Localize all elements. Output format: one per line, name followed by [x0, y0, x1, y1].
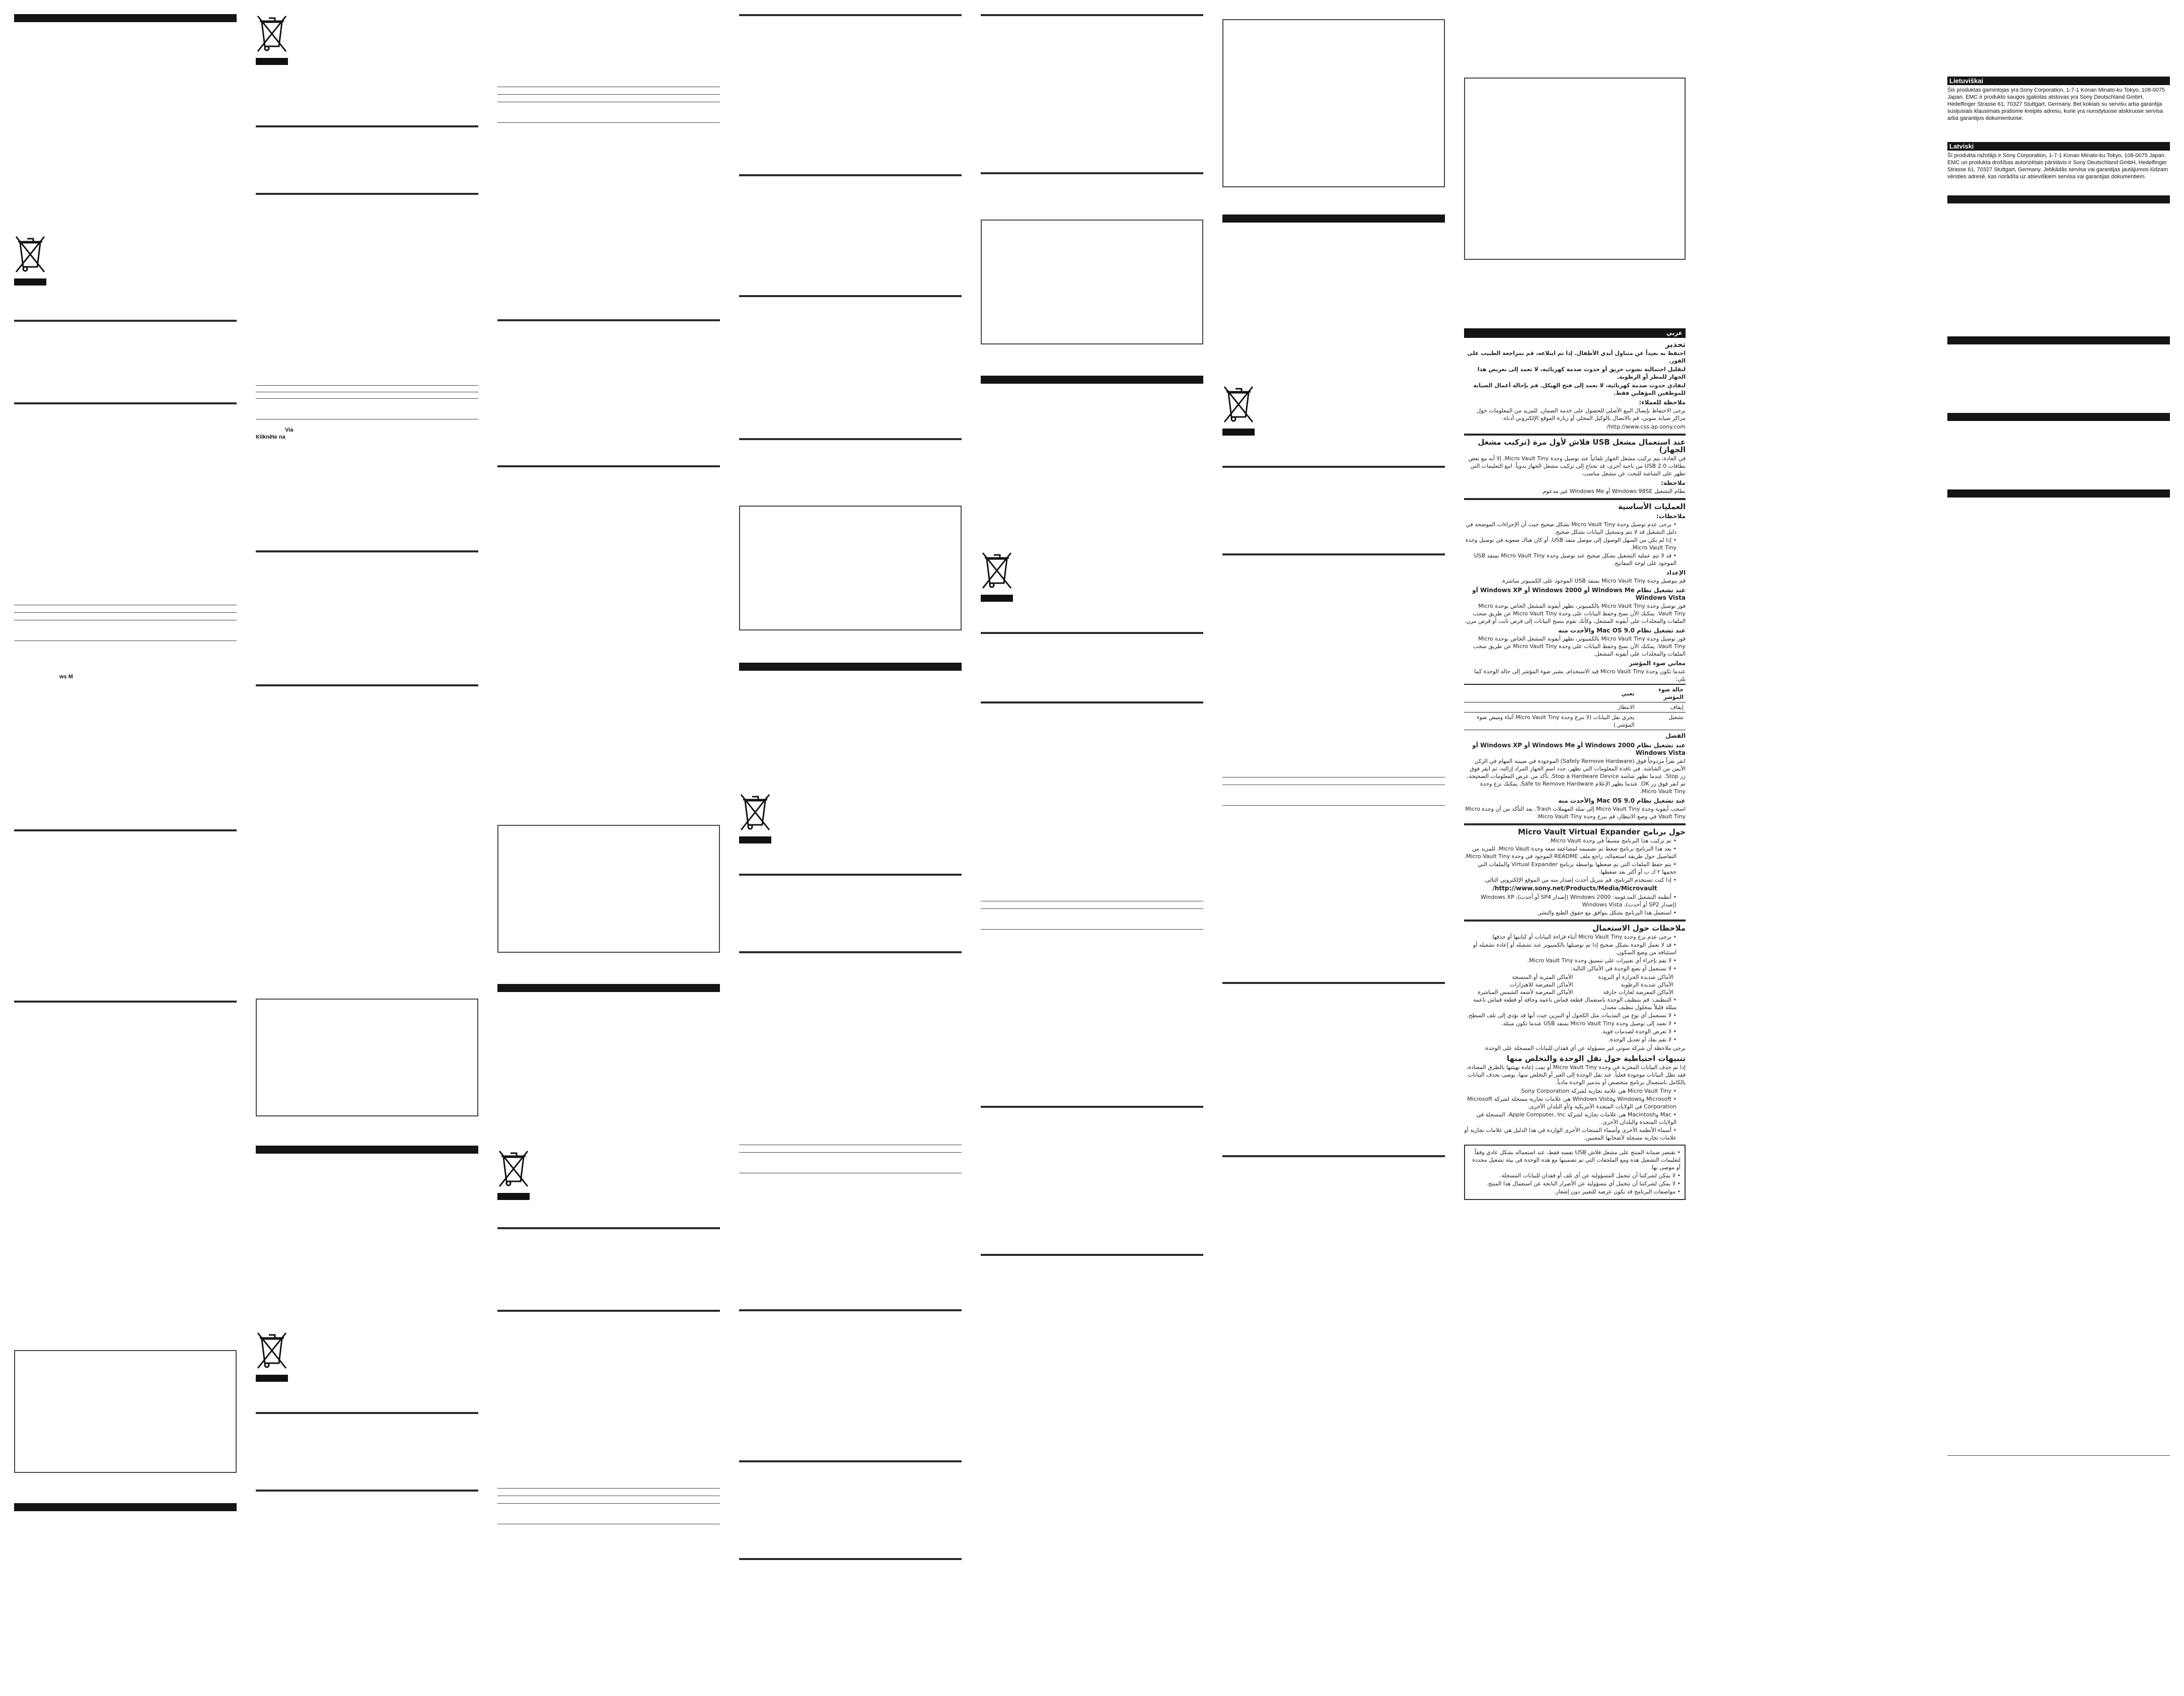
fragment-kliknete: Klikněte na [256, 434, 285, 440]
lithuanian-title: Lietuviškai [1947, 77, 2170, 85]
usage-title: ملاحظات حول الاستعمال [1592, 924, 1686, 933]
list-item: • تم تركيب هذا البرنامج مسبقاً في وحدة Micro Vault. [1464, 837, 1677, 844]
customer-url: http://www.css.ap.sony.com/ [1607, 423, 1686, 430]
place-item: الأماكن شديدة الرطوبة [1621, 981, 1673, 988]
column-3 [497, 14, 720, 1676]
disconnect-win-text: انقر نقراً مزدوجاً فوق (Safely Remove Hardware) الموجودة في صينية المهام في الركن الأيمن من الشاشة. في نافذة المعلومات التي تظهر، حدد اسم الجهاز المراد إزالته، ثم انقر فوق زر Stop. عندما تظهر شاشة Stop a Hardware Device، تأكد من عرض المعلومات الصحيحة، ثم انقر فوق زر OK. عندما يظهر الإعلام Safe to Remove Hardware، يمكنك نزع وحدة Micro Vault Tiny. [1467, 758, 1686, 795]
expander-url: http://www.sony.net/Products/Media/Microvault/ [1492, 885, 1657, 892]
latvian-text: Šī produkta ražotājs ir Sony Corporation, 1-7-1 Konan Minato-ku Tokyo, 108-0075 Japan. EMC un produkta drošības autorizētais pārstāvis ir Sony Deutschland GmbH, Hedelfinger Strasse 61, 70327 Stuttgart, Germany. Jebkādās servisa vai garantijas jautājumos lūdzam vērsties adresē, kas norādīta uz atsevišķiem servisa vai garantijas dokumentiem. [1947, 153, 2168, 180]
column-6 [1222, 14, 1445, 1676]
list-item: • لا تقم بإجراء أي تغييرات على تنسيق وحدة Micro Vault Tiny. [1464, 957, 1677, 964]
table-row: إيقاف الانتظار [1464, 702, 1686, 713]
list-item: • يعد هذا البرنامج برنامج ضغط تم تصميمه لمضاعفة سعة وحدة Micro Vault. للمزيد من التفاصيل حول طريقة استعماله، راجع ملف README الموجود في وحدة Micro Vault Tiny. [1464, 845, 1677, 860]
warranty-notice-box [1464, 1145, 1686, 1200]
first-use-note-text: نظام التشغيل Windows 98SE أو Windows Me غير مدعوم. [1541, 488, 1686, 494]
trademark-item: • Micro Vault Tiny هي علامة تجارية لشركة Sony Corporation. [1464, 1087, 1677, 1095]
section-bar [14, 14, 237, 22]
disconnect-win-title: عند تشغيل نظام Windows 2000 أو Windows Me أو Windows XP أو Windows Vista [1472, 742, 1686, 756]
list-item: • إذا كنت تستخدم البرنامج، قم بتنزيل أحدث إصدار منه من الموقع الإلكتروني التالي. [1464, 876, 1677, 884]
list-item: • لا يمكن لشركتنا أن تتحمل أي مسؤولية عن الأضرار الناتجة عن استعمال هذا المنتج. [1469, 1180, 1681, 1187]
notice-box [497, 825, 720, 953]
list-item: • قد لا تتم عملية التشغيل بشكل صحيح عند توصيل وحدة Micro Vault Tiny بمنفذ USB الموجود على لوحة المفاتيح. [1464, 552, 1677, 567]
baltic-section [1947, 14, 2170, 1676]
trademark-item: • أسماء الأنظمة الأخرى وأسماء المنتجات الأخرى الواردة في هذا الدليل هي علامات تجارية أو علامات تجارية مسجلة لأصحابها المعنيين. [1464, 1126, 1677, 1142]
indicator-text: عندما تكون وحدة Micro Vault Tiny قيد الاستخدام، يشير ضوء المؤشر إلى حالة الوحدة كما يلي: [1474, 668, 1686, 682]
table-header: تعني [1464, 684, 1637, 702]
list-item: • لا تستعمل أي نوع من المذيبات مثل الكحول أو البنزين حيث أنها قد تؤدي إلى تلف السطح. [1464, 1012, 1677, 1019]
fragment-ws: ws M [59, 674, 73, 680]
place-item: الأماكن شديدة الحرارة أو البرودة [1598, 974, 1673, 980]
first-use-text: في العادة، يتم تركيب مشغل الجهاز تلقائياً عند توصيل وحدة Micro Vault Tiny. إلا أنه مع بعض بطاقات USB 2.0 من ناحية أخرى، قد تحتاج إلى تركيب مشغل الجهاز يدوياً. اتبع التعليمات التي تظهر على الشاشة للبحث عن مشغل مناسب. [1468, 455, 1686, 477]
lithuanian-text: Šis produktas gamintojas yra Sony Corporation, 1-7-1 Konan Minato-ku Tokyo, 108-0075 Japan. EMC ir produkto saugos įgaliotas atstovas yra Sony Deutschland GmbH, Hedelfinger Strasse 61, 70327 Stuttgart, Germany. Bet kokiais su servisu arba garantija susijusiais klausimais prašome kreiptis adresu, kurie yra nurodytuose atskiruose servisa arba garantijos dokumentuose. [1947, 87, 2165, 121]
setup-win-title: عند تشغيل نظام Windows Me أو Windows 2000 أو Windows XP أو Windows Vista [1472, 587, 1686, 601]
list-item: • التنظيف: قم بتنظيف الوحدة باستعمال قطعة قماش ناعمة وجافة أو قطعة قماش ناعمة مبللة قليلاً بمحلول تنظيف معتدل. [1464, 996, 1677, 1011]
notice-box [1464, 78, 1686, 260]
warning-line: احتفظ به بعيداً عن متناول أيدي الأطفال. إذا تم ابتلاعه، قم بمراجعة الطبيب على الفور. [1467, 350, 1686, 364]
first-use-note-title: ملاحظة: [1661, 479, 1686, 486]
list-item: • لا تعرض الوحدة لصدمات قوية. [1464, 1028, 1677, 1035]
place-item: الأماكن المتربة أو المتسخة [1512, 974, 1573, 980]
expander-title: حول برنامج Micro Vault Virtual Expander [1518, 827, 1686, 836]
setup-title: الإعداد [1666, 569, 1686, 576]
basic-notes-title: ملاحظات: [1656, 513, 1686, 520]
list-item: • إذا لم يكن من السهل الوصول إلى موصل منفذ USB، أو كان هناك صعوبة في توصيل وحدة Micro Vault Tiny. [1464, 536, 1677, 551]
list-item: • لا تعمد إلى توصيل وحدة Micro Vault Tiny بمنفذ USB عندما تكون مبتلة. [1464, 1020, 1677, 1027]
backup-note: يرجى ملاحظة أن شركة سوني غير مسؤولة عن أي فقدان للبيانات المسجلة على الوحدة. [1483, 1045, 1686, 1051]
weee-icon [14, 235, 49, 286]
place-item: الأماكن المعرضة لأشعة الشمس المباشرة [1477, 989, 1573, 996]
arabic-section [1464, 14, 1686, 1676]
list-item: • لا يمكن لشركتنا أن تتحمل المسؤولية عن أي تلف أو فقدان للبيانات المسجلة. [1469, 1172, 1681, 1179]
place-item: الأماكن المعرضة للاهتزازات [1509, 981, 1573, 988]
list-item: • لا تستعمل أو تضع الوحدة في الأماكن التالية: [1464, 965, 1677, 972]
column-2 [256, 14, 478, 1676]
list-item: • استعمل هذا البرنامج بشكل يتوافق مع حقوق الطبع والنشر. [1464, 909, 1677, 916]
weee-icon [739, 793, 774, 843]
customer-note-title: ملاحظة للعملاء: [1639, 399, 1686, 406]
disconnect-mac-text: اسحب أيقونة وحدة Micro Vault Tiny إلى سلة المهملات Trash. بعد التأكد من أن وحدة Micro Vault Tiny في وضع الانتظار، قم بنزع وحدة Micro Vault Tiny. [1465, 806, 1686, 820]
list-item: • يرجى عدم نزع وحدة Micro Vault Tiny أثناء قراءة البيانات أو كتابتها أو حذفها. [1464, 933, 1677, 941]
weee-icon [981, 551, 1016, 602]
list-item: • يرجى عدم توصيل وحدة Micro Vault Tiny بشكل صحيح حيث أن الإجراءات الموضحة في دليل التشغيل قد لا تتم وتسجيل البيانات بشكل صحيح. [1464, 521, 1677, 536]
disconnect-title: الفصل [1665, 732, 1686, 739]
indicator-title: معاني ضوء المؤشر [1629, 660, 1686, 667]
notice-box [256, 999, 478, 1116]
notice-box [1222, 19, 1445, 187]
column-5 [981, 14, 1203, 1676]
disposal-title: تنبيهات احتياطية حول نقل الوحدة والتخلص منها [1506, 1054, 1686, 1063]
trademark-item: • Mac وMacintosh هي علامات تجارية لشركة Apple Computer, Inc. المسجلة في الولايات المتحدة والبلدان الأخرى. [1464, 1111, 1677, 1126]
customer-note-text: يرجى الاحتفاظ بإيصال البيع الأصلي للحصول على خدمة الضمان. للمزيد من المعلومات حول مراكز صيانة سوني، قم بالاتصال بالوكيل المحلي أو زيارة الموقع الإلكتروني أدناه. [1477, 407, 1686, 421]
column-1 [14, 14, 237, 1676]
weee-icon [1222, 385, 1258, 436]
warning-line: لتفادي حدوث صدمة كهربائية، لا تعمد إلى فتح الهيكل. قم بإحالة أعمال الصيانة للموظفين المؤهلين فقط. [1473, 382, 1686, 396]
fragment-via: Via [285, 427, 294, 433]
language-tab: عربي [1464, 328, 1686, 338]
list-item: • مواصفات البرنامج قد تكون عرضة للتغيير دون إشعار. [1469, 1188, 1681, 1195]
setup-win-text: فور توصيل وحدة Micro Vault Tiny بالكمبيوتر، تظهر أيقونة المشغل الخاص بوحدة Micro Vault Tiny. يمكنك الآن نسخ وحفظ البيانات على وحدة Micro Vault Tiny عن طريق سحب الملفات والمجلدات على أيقونة المشغل، وكأنك تقوم بنسخ البيانات إلى قرص ثابت أو قرص مرن. [1465, 603, 1686, 624]
first-use-title: عند استعمال مشغل USB فلاش لأول مرة (تركيب مشغل الجهاز) [1478, 438, 1686, 454]
indicator-table [1464, 684, 1686, 730]
disposal-text: إذا تم حذف البيانات المخزنة في وحدة Micro Vault Tiny أو تمت إعادة تهيئتها بالطرق المعتادة، فقد تظل البيانات موجودة فعلياً. عند نقل الوحدة إلى الغير أو التخلص منها، يوصى بحذف البيانات بالكامل باستعمال برنامج متخصص أو بتدمير الوحدة مادياً. [1466, 1064, 1686, 1086]
weee-icon [256, 14, 291, 65]
notice-box [14, 1350, 237, 1473]
list-item: • تقتصر ضمانة المنتج على مشغل فلاش USB نفسه فقط، عند استعماله بشكل عادي وفقاً لتعليمات التشغيل هذه ومع الملحقات التي تم تضمينها مع هذه الوحدة في بيئة تشغيل محددة أو موصى بها. [1469, 1149, 1681, 1171]
weee-icon [497, 1149, 533, 1200]
warning-title: تحذير [1665, 340, 1686, 349]
setup-text: قم بتوصيل وحدة Micro Vault Tiny بمنفذ USB الموجود على الكمبيوتر مباشرة. [1500, 578, 1686, 584]
disconnect-mac-title: عند تشغيل نظام Mac OS 9.0 والأحدث منه [1558, 797, 1686, 804]
list-item: • يتم حفظ الملفات التي تم ضغطها بواسطة برنامج Virtual Expander والملفات التي حجمها ٢ ك ب أو أكثر بعد ضغطها. [1464, 861, 1677, 876]
list-item: • أنظمة التشغيل المدعومة: Windows 2000 (إصدار SP4 أو أحدث)، Windows XP (إصدار SP2 أو أحدث)، Windows Vista [1464, 893, 1677, 908]
basic-ops-title: العمليات الأساسية [1618, 502, 1686, 511]
column-4 [739, 14, 962, 1676]
table-header: حالة ضوء المؤشر [1637, 684, 1686, 702]
weee-icon [256, 1331, 291, 1382]
list-item: • قد لا تعمل الوحدة بشكل صحيح إذا تم توصيلها بالكمبيوتر عند تشغيله أو إعادة تشغيله أو استئنافه من وضع السكون. [1464, 941, 1677, 956]
setup-mac-text: فور توصيل وحدة Micro Vault Tiny بالكمبيوتر، تظهر أيقونة المشغل الخاص بوحدة Micro Vault Tiny. يمكنك الآن نسخ وحفظ البيانات على وحدة Micro Vault Tiny عن طريق سحب الملفات والمجلدات على أيقونة المشغل. [1473, 635, 1686, 657]
warning-line: لتقليل احتمالية نشوب حريق أو حدوث صدمة كهربائية، لا تعمد إلى تعريض هذا الجهاز للمطر أو الرطوبة. [1477, 366, 1686, 380]
latvian-title: Latviski [1947, 142, 2170, 151]
notice-box [739, 506, 962, 630]
trademark-item: • Microsoft وWindows وWindows Vista هي علامات تجارية مسجلة لشركة Microsoft Corporation في الولايات المتحدة الأمريكية و/أو البلدان الأخرى. [1464, 1095, 1677, 1110]
place-item: الأماكن المعرضة لغازات حارقة [1603, 989, 1673, 996]
notice-box [981, 220, 1203, 344]
table-row: تشغيل يجري نقل البيانات (لا تنزع وحدة Micro Vault Tiny أثناء وميض ضوء المؤشر.) [1464, 713, 1686, 730]
setup-mac-title: عند تشغيل نظام Mac OS 9.0 والأحدث منه [1558, 627, 1686, 634]
section-bar [14, 1503, 237, 1511]
list-item: • لا تقم بفك أو تعديل الوحدة. [1464, 1036, 1677, 1043]
